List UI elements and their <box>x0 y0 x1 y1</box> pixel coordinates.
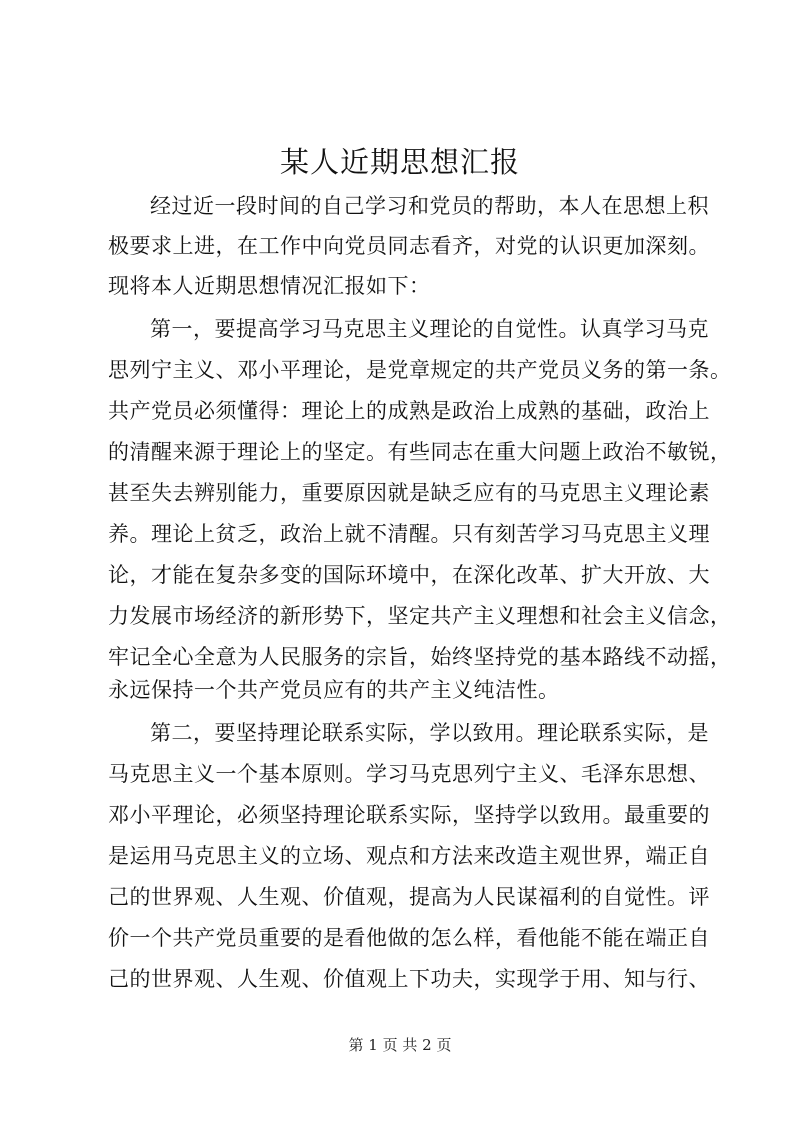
body-line: 思列宁主义、邓小平理论，是党章规定的共产党员义务的第一条。 <box>108 358 732 382</box>
body-line: 第二，要坚持理论联系实际，学以致用。理论联系实际，是 <box>150 721 709 745</box>
body-line: 甚至失去辨别能力，重要原因就是缺乏应有的马克思主义理论素 <box>108 481 710 505</box>
body-line: 经过近一段时间的自己学习和党员的帮助，本人在思想上积 <box>150 194 709 218</box>
body-line: 是运用马克思主义的立场、观点和方法来改造主观世界，端正自 <box>108 844 710 868</box>
body-line: 养。理论上贫乏，政治上就不清醒。只有刻苦学习马克思主义理 <box>108 522 710 546</box>
body-line: 的清醒来源于理论上的坚定。有些同志在重大问题上政治不敏锐， <box>108 440 732 464</box>
body-line: 价一个共产党员重要的是看他做的怎么样，看他能不能在端正自 <box>108 926 710 950</box>
page-footer: 第 1 页 共 2 页 <box>348 1036 452 1054</box>
body-line: 牢记全心全意为人民服务的宗旨，始终坚持党的基本路线不动摇， <box>108 645 732 669</box>
body-line: 论，才能在复杂多变的国际环境中，在深化改革、扩大开放、大 <box>108 563 710 587</box>
body-line: 现将本人近期思想情况汇报如下： <box>108 274 431 298</box>
body-line: 第一，要提高学习马克思主义理论的自觉性。认真学习马克 <box>150 317 709 341</box>
body-line: 己的世界观、人生观、价值观，提高为人民谋福利的自觉性。评 <box>108 885 710 909</box>
body-line: 极要求上进，在工作中向党员同志看齐，对党的认识更加深刻。 <box>108 234 710 258</box>
body-line: 邓小平理论，必须坚持理论联系实际，坚持学以致用。最重要的 <box>108 803 710 827</box>
body-line: 永远保持一个共产党员应有的共产主义纯洁性。 <box>108 678 560 702</box>
body-line: 马克思主义一个基本原则。学习马克思列宁主义、毛泽东思想、 <box>108 762 710 786</box>
body-line: 力发展市场经济的新形势下，坚定共产主义理想和社会主义信念， <box>108 604 732 628</box>
document-title: 某人近期思想汇报 <box>279 145 520 179</box>
body-line: 共产党员必须懂得：理论上的成熟是政治上成熟的基础，政治上 <box>108 399 710 423</box>
body-line: 己的世界观、人生观、价值观上下功夫，实现学于用、知与行、 <box>108 967 710 991</box>
